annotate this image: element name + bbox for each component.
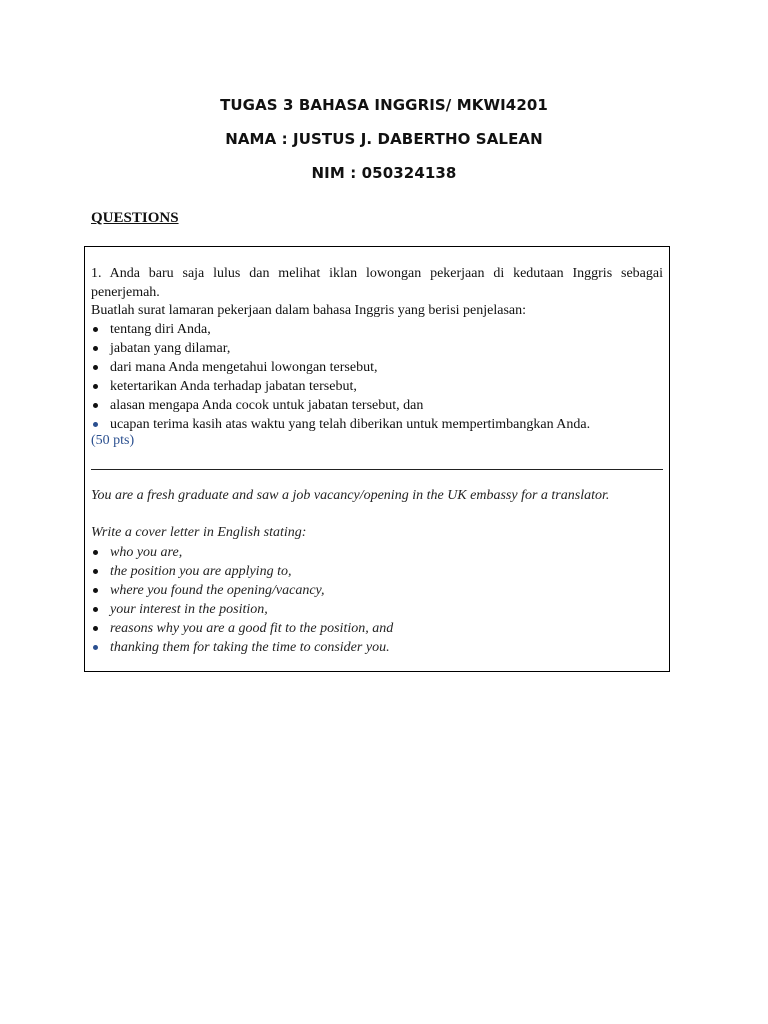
- assignment-title: TUGAS 3 BAHASA INGGRIS/ MKWI4201: [220, 96, 548, 114]
- bullet-icon: [93, 588, 98, 593]
- student-name: NAMA : JUSTUS J. DABERTHO SALEAN: [225, 130, 543, 148]
- bullet-icon: [93, 365, 98, 370]
- bullet-icon: [93, 626, 98, 631]
- list-item: tentang diri Anda,: [91, 320, 663, 339]
- list-item: your interest in the position,: [91, 600, 663, 619]
- english-bullet-list: [91, 543, 663, 657]
- list-item: thanking them for taking the time to consider you.: [91, 638, 663, 657]
- question-instruction: Buatlah surat lamaran pekerjaan dalam bahasa Inggris yang berisi penjelasan:: [91, 303, 526, 318]
- bullet-icon: [93, 403, 98, 408]
- english-intro: You are a fresh graduate and saw a job vacancy/opening in the UK embassy for a translator.: [91, 488, 610, 503]
- bullet-icon: [93, 422, 98, 427]
- english-instruction: Write a cover letter in English stating:: [91, 525, 307, 540]
- list-item: where you found the opening/vacancy,: [91, 581, 663, 600]
- question-box: [84, 246, 670, 672]
- list-item: ketertarikan Anda terhadap jabatan tersebut,: [91, 377, 663, 396]
- bullet-icon: [93, 645, 98, 650]
- student-nim: NIM : 050324138: [311, 164, 457, 182]
- indonesian-bullet-list: [91, 320, 663, 434]
- list-item: dari mana Anda mengetahui lowongan tersebut,: [91, 358, 663, 377]
- bullet-icon: [93, 346, 98, 351]
- questions-heading: QUESTIONS: [91, 210, 179, 226]
- list-item: who you are,: [91, 543, 663, 562]
- question-intro: 1. Anda baru saja lulus dan melihat iklan lowongan pekerjaan di kedutaan Inggris sebagai penerjemah.: [91, 266, 663, 300]
- bullet-icon: [93, 550, 98, 555]
- bullet-icon: [93, 569, 98, 574]
- list-item: alasan mengapa Anda cocok untuk jabatan tersebut, dan: [91, 396, 663, 415]
- bullet-icon: [93, 607, 98, 612]
- bullet-icon: [93, 384, 98, 389]
- section-divider: [91, 469, 663, 470]
- list-item: the position you are applying to,: [91, 562, 663, 581]
- points-label: (50 pts): [91, 433, 135, 448]
- list-item: ucapan terima kasih atas waktu yang telah diberikan untuk mempertimbangkan Anda.: [91, 415, 663, 434]
- list-item: jabatan yang dilamar,: [91, 339, 663, 358]
- list-item: reasons why you are a good fit to the position, and: [91, 619, 663, 638]
- bullet-icon: [93, 327, 98, 332]
